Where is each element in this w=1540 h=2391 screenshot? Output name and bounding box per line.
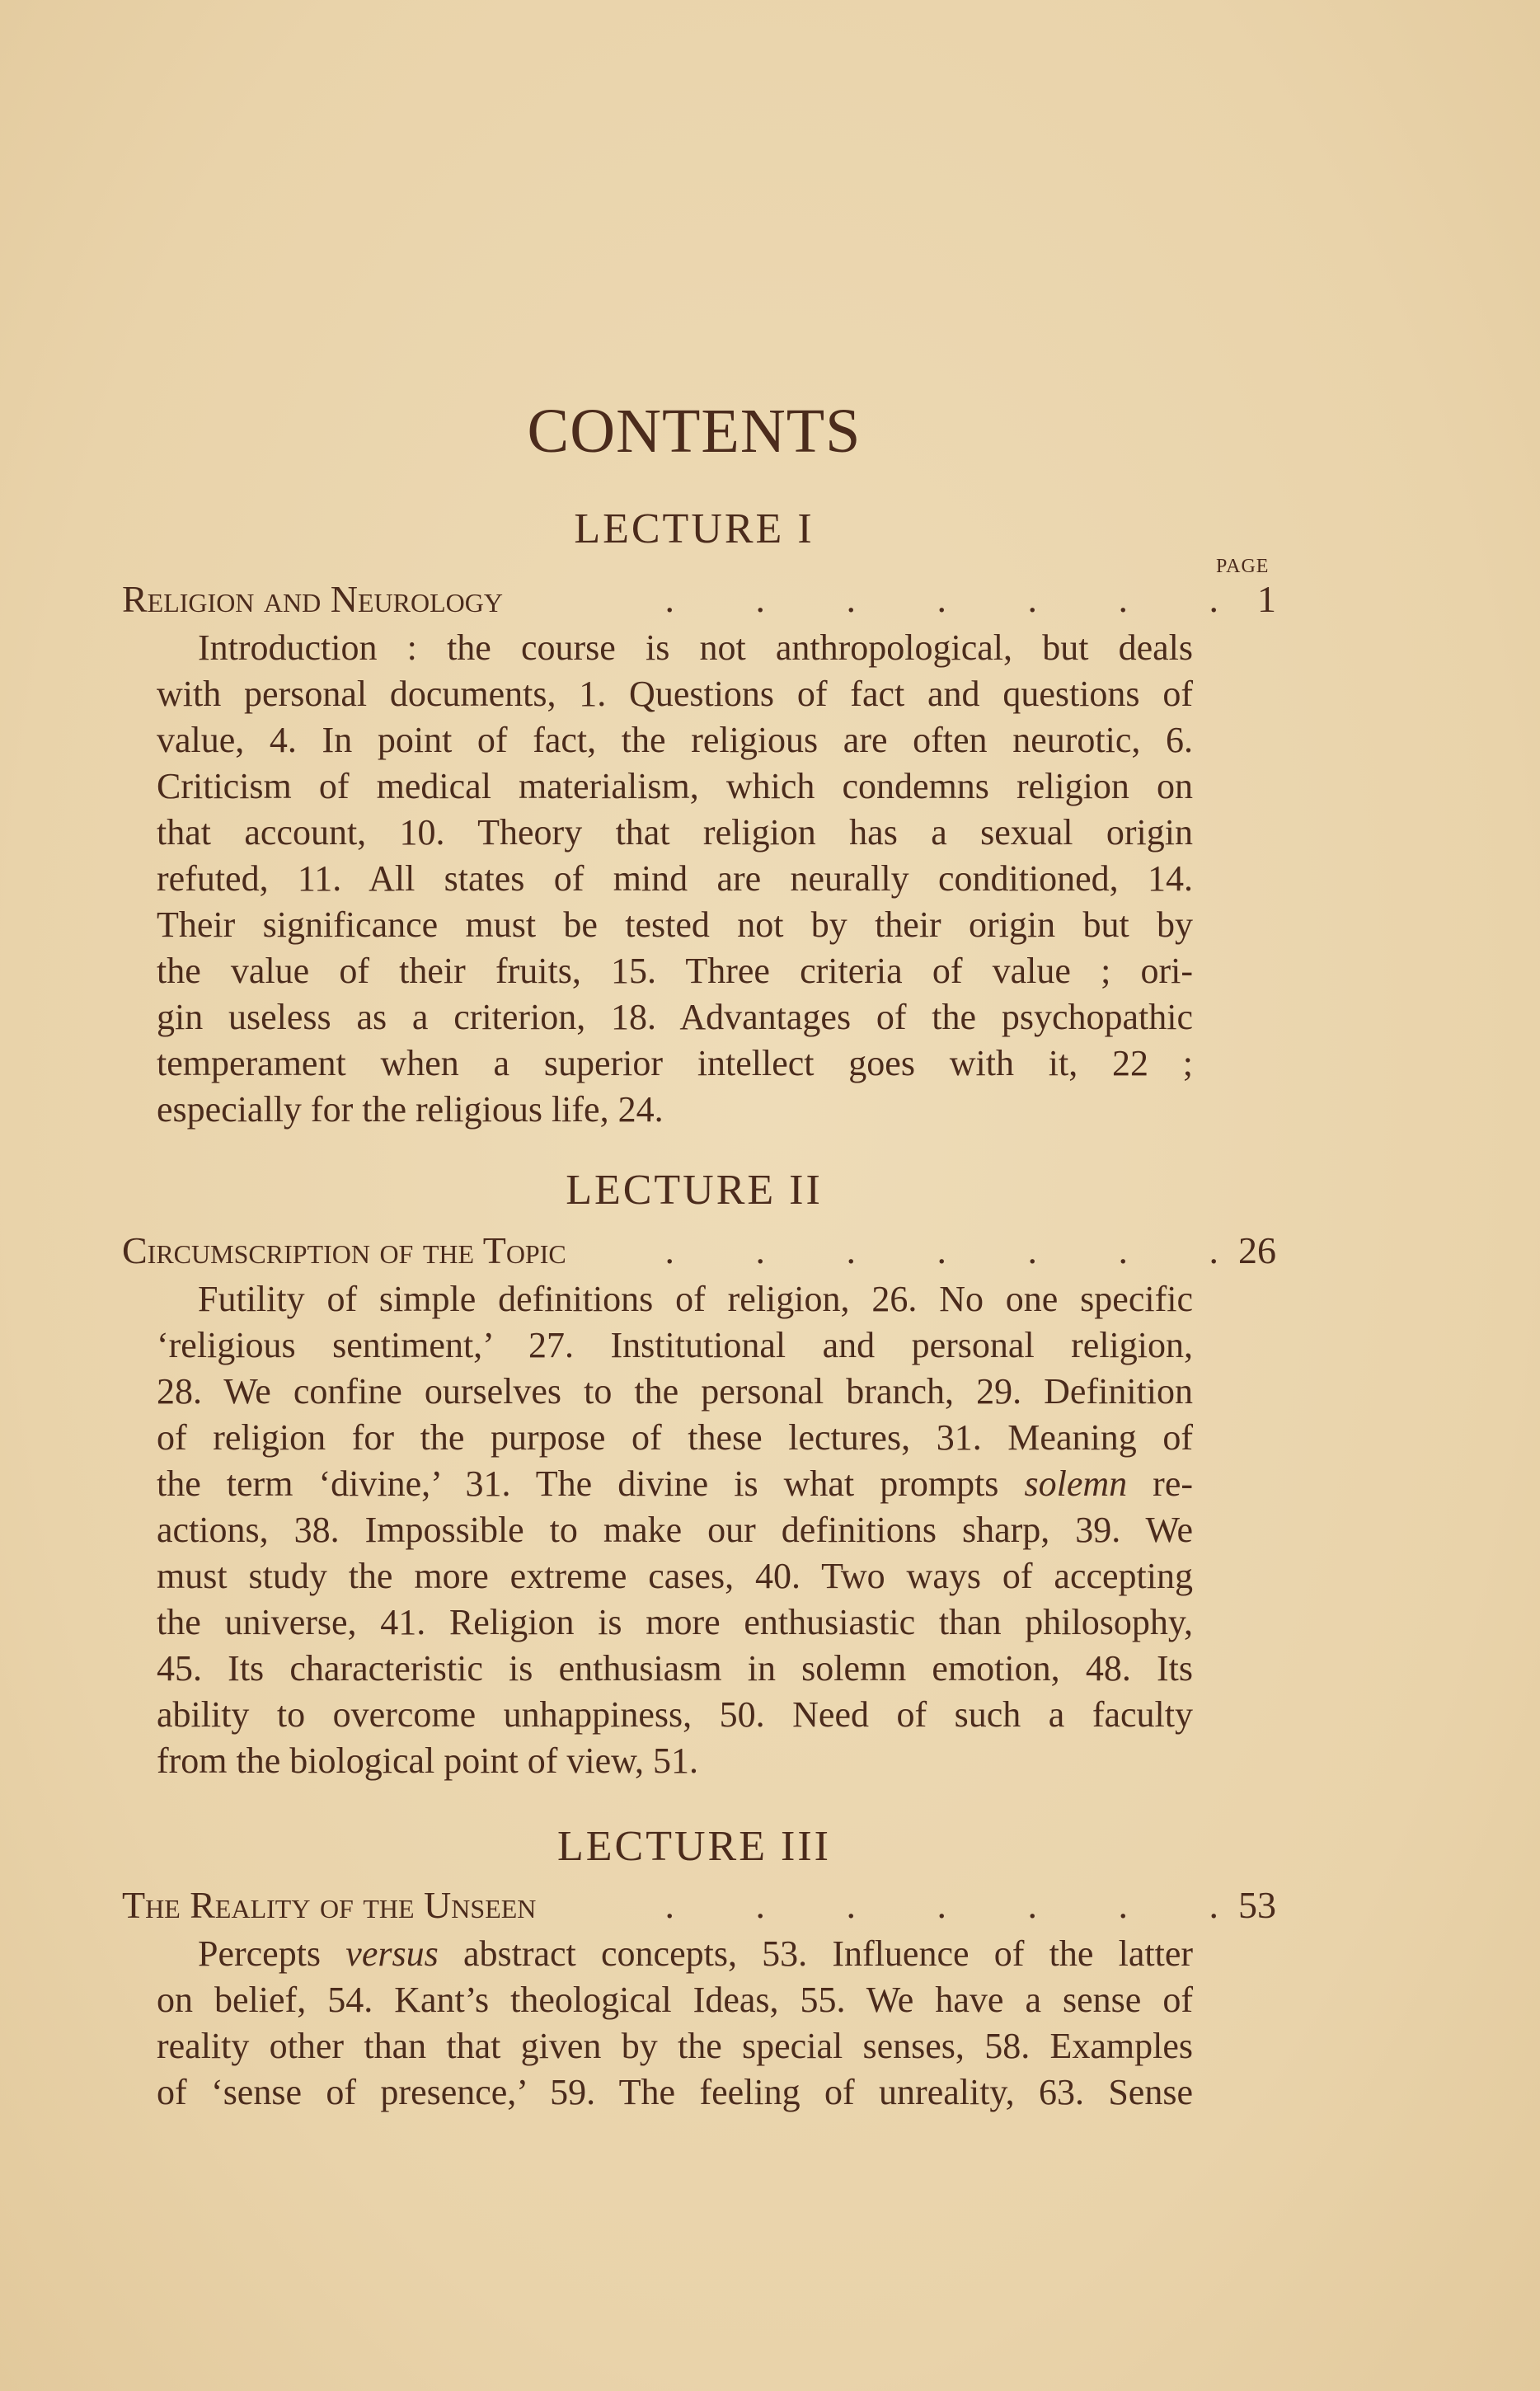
summary-line — [157, 1692, 1193, 1738]
text-segment: of religion for the purpose of these lectures, 31. Meaning of — [157, 1417, 1193, 1458]
summary-line — [157, 902, 1193, 948]
summary-line — [157, 1977, 1193, 2023]
entry-page-number: 26 — [1238, 1229, 1276, 1271]
italic-text: versus — [345, 1933, 439, 1974]
summary-line — [157, 1461, 1193, 1507]
lecture-heading: LECTURE I — [574, 505, 815, 552]
text-segment: Introduction : the course is not anthropological, but deals — [198, 627, 1193, 668]
summary-line — [157, 1369, 1193, 1415]
entry-page-number: 53 — [1238, 1884, 1276, 1926]
lecture-summary — [157, 1276, 1193, 1784]
text-segment: 28. We confine ourselves to the personal branch, 29. Definition — [157, 1371, 1193, 1412]
summary-line — [157, 1738, 1193, 1784]
text-segment: on belief, 54. Kant’s theological Ideas, 55. We have a sense of — [157, 1980, 1193, 2020]
text-segment: of ‘sense of presence,’ 59. The feeling of unreality, 63. Sense — [157, 2072, 1193, 2112]
summary-line — [157, 1553, 1193, 1599]
summary-line — [157, 810, 1193, 856]
entry-title: The Reality of the Unseen — [122, 1884, 537, 1926]
summary-line — [157, 1040, 1193, 1087]
toc-entry[interactable] — [122, 1883, 1276, 1929]
summary-line — [157, 1276, 1193, 1322]
text-segment: ‘religious sentiment,’ 27. Institutional and personal religion, — [157, 1325, 1193, 1365]
toc-entry[interactable] — [122, 577, 1276, 623]
text-segment: refuted, 11. All states of mind are neurally conditioned, 14. — [157, 858, 1193, 899]
page-title: CONTENTS — [527, 397, 862, 466]
summary-line — [157, 994, 1193, 1040]
text-segment: especially for the religious life, 24. — [157, 1089, 664, 1130]
text-segment: the term ‘divine,’ 31. The divine is what prompts — [157, 1463, 1025, 1504]
text-segment: re- — [1127, 1463, 1193, 1504]
text-segment: abstract concepts, 53. Influence of the latter — [438, 1933, 1194, 1974]
entry-page-number: 1 — [1257, 578, 1276, 620]
entry-title: Circumscription of the Topic — [122, 1229, 566, 1271]
text-segment: Their significance must be tested not by their origin but by — [157, 904, 1193, 945]
italic-text: solemn — [1024, 1463, 1128, 1504]
summary-line — [157, 948, 1193, 994]
summary-line — [157, 856, 1193, 902]
summary-line — [157, 1507, 1193, 1553]
toc-entry[interactable] — [122, 1228, 1276, 1275]
text-segment: temperament when a superior intellect goes with it, 22 ; — [157, 1043, 1193, 1083]
dot-leader: . . . . . . . — [664, 1884, 1218, 1926]
text-segment: value, 4. In point of fact, the religious are often neurotic, 6. — [157, 720, 1193, 760]
text-segment: ability to overcome unhappiness, 50. Need of such a faculty — [157, 1694, 1193, 1735]
text-segment: reality other than that given by the special senses, 58. Examples — [157, 2026, 1193, 2066]
text-segment: actions, 38. Impossible to make our definitions sharp, 39. We — [157, 1510, 1193, 1550]
summary-line — [157, 2023, 1193, 2069]
lecture-heading: LECTURE III — [557, 1823, 831, 1870]
text-segment: from the biological point of view, 51. — [157, 1740, 699, 1781]
summary-line — [157, 1087, 1193, 1133]
summary-line — [157, 1599, 1193, 1646]
summary-line — [157, 671, 1193, 717]
text-segment: with personal documents, 1. Questions of fact and questions of — [157, 674, 1193, 714]
summary-line — [157, 1322, 1193, 1369]
lecture-heading: LECTURE II — [566, 1167, 823, 1214]
lecture-summary — [157, 1931, 1193, 2116]
summary-line — [157, 2069, 1193, 2116]
text-segment: Futility of simple definitions of religion, 26. No one specific — [198, 1279, 1193, 1319]
summary-line — [157, 763, 1193, 810]
text-segment: Criticism of medical materialism, which condemns religion on — [157, 766, 1193, 806]
summary-line — [157, 1415, 1193, 1461]
text-segment: the universe, 41. Religion is more enthusiastic than philosophy, — [157, 1602, 1193, 1642]
text-segment: gin useless as a criterion, 18. Advantages of the psychopathic — [157, 997, 1193, 1037]
text-segment: that account, 10. Theory that religion has a sexual origin — [157, 812, 1193, 853]
text-segment: must study the more extreme cases, 40. Two ways of accepting — [157, 1556, 1193, 1596]
summary-line — [157, 717, 1193, 763]
entry-title: Religion and Neurology — [122, 578, 503, 620]
summary-line — [157, 1931, 1193, 1977]
text-segment: the value of their fruits, 15. Three criteria of value ; ori- — [157, 951, 1193, 991]
lecture-summary — [157, 625, 1193, 1133]
summary-line — [157, 625, 1193, 671]
dot-leader: . . . . . . . — [664, 1229, 1218, 1271]
dot-leader: . . . . . . . — [664, 578, 1218, 620]
text-segment: 45. Its characteristic is enthusiasm in solemn emotion, 48. Its — [157, 1648, 1193, 1689]
summary-line — [157, 1646, 1193, 1692]
text-segment: Percepts — [198, 1933, 346, 1974]
page-column-label: PAGE — [1216, 556, 1270, 577]
